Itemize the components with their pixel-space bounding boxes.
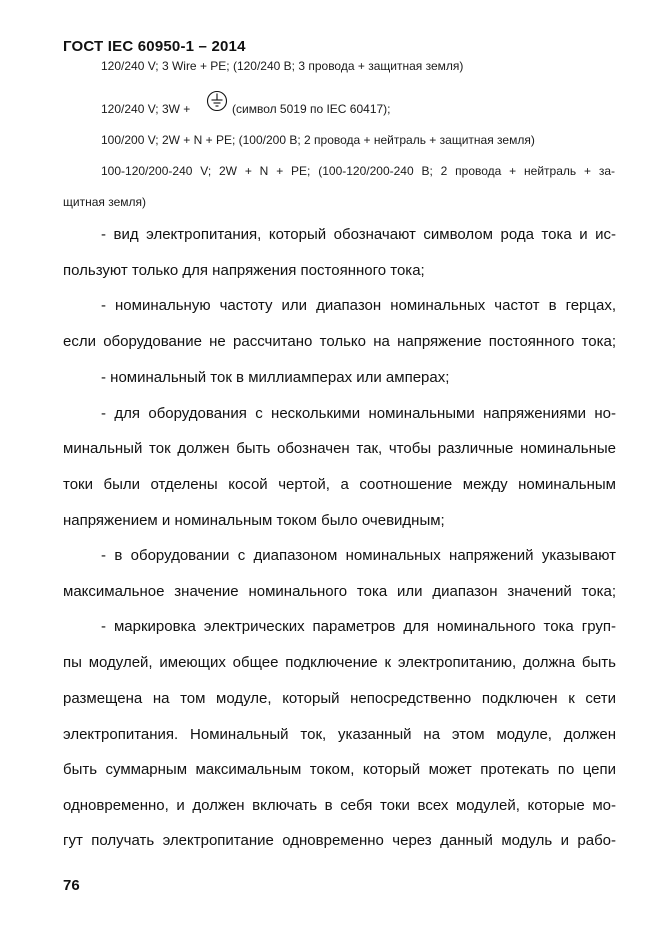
- body-line: гут получать электропитание одновременно через данный модуль и рабо-: [63, 832, 616, 849]
- example-line-5: щитная земля): [63, 195, 146, 209]
- example-line-2-suffix: (символ 5019 по IEC 60417);: [232, 102, 391, 116]
- example-line-4: 100-120/200-240 V; 2W + N + PE; (100-120/200-240 В; 2 провода + нейтраль + за-: [101, 164, 615, 178]
- body-line: быть суммарным максимальным током, который может протекать по цепи: [63, 761, 616, 778]
- body-line: если оборудование не рассчитано только на напряжение постоянного тока;: [63, 333, 616, 350]
- body-line: размещена на том модуле, который непосредственно подключен к сети: [63, 690, 616, 707]
- body-line: - номинальный ток в миллиамперах или амперах;: [101, 369, 450, 386]
- example-line-3: 100/200 V; 2W + N + PE; (100/200 В; 2 провода + нейтраль + защитная земля): [101, 133, 535, 147]
- body-line: - вид электропитания, который обозначают символом рода тока и ис-: [101, 226, 616, 243]
- body-line: - для оборудования с несколькими номинальными напряжениями но-: [101, 405, 616, 422]
- body-line: пользуют только для напряжения постоянного тока;: [63, 262, 425, 279]
- protective-earth-icon: [206, 90, 228, 112]
- page-number: 76: [63, 877, 80, 894]
- example-line-1: 120/240 V; 3 Wire + PE; (120/240 В; 3 провода + защитная земля): [101, 59, 464, 73]
- body-line: минальный ток должен быть обозначен так, чтобы различные номинальные: [63, 440, 616, 457]
- body-line: одновременно, и должен включать в себя токи всех модулей, которые мо-: [63, 797, 616, 814]
- body-line: пы модулей, имеющих общее подключение к электропитанию, должна быть: [63, 654, 616, 671]
- standard-title: ГОСТ IEC 60950-1 – 2014: [63, 38, 246, 55]
- body-line: токи были отделены косой чертой, а соотношение между номинальным: [63, 476, 616, 493]
- body-line: максимальное значение номинального тока или диапазон значений тока;: [63, 583, 616, 600]
- body-line: - маркировка электрических параметров для номинального тока груп-: [101, 618, 616, 635]
- body-line: - в оборудовании с диапазоном номинальных напряжений указывают: [101, 547, 616, 564]
- body-line: - номинальную частоту или диапазон номинальных частот в герцах,: [101, 297, 616, 314]
- body-line: электропитания. Номинальный ток, указанный на этом модуле, должен: [63, 726, 616, 743]
- body-line: напряжением и номинальным током было очевидным;: [63, 512, 445, 529]
- example-line-2-prefix: 120/240 V; 3W +: [101, 102, 191, 116]
